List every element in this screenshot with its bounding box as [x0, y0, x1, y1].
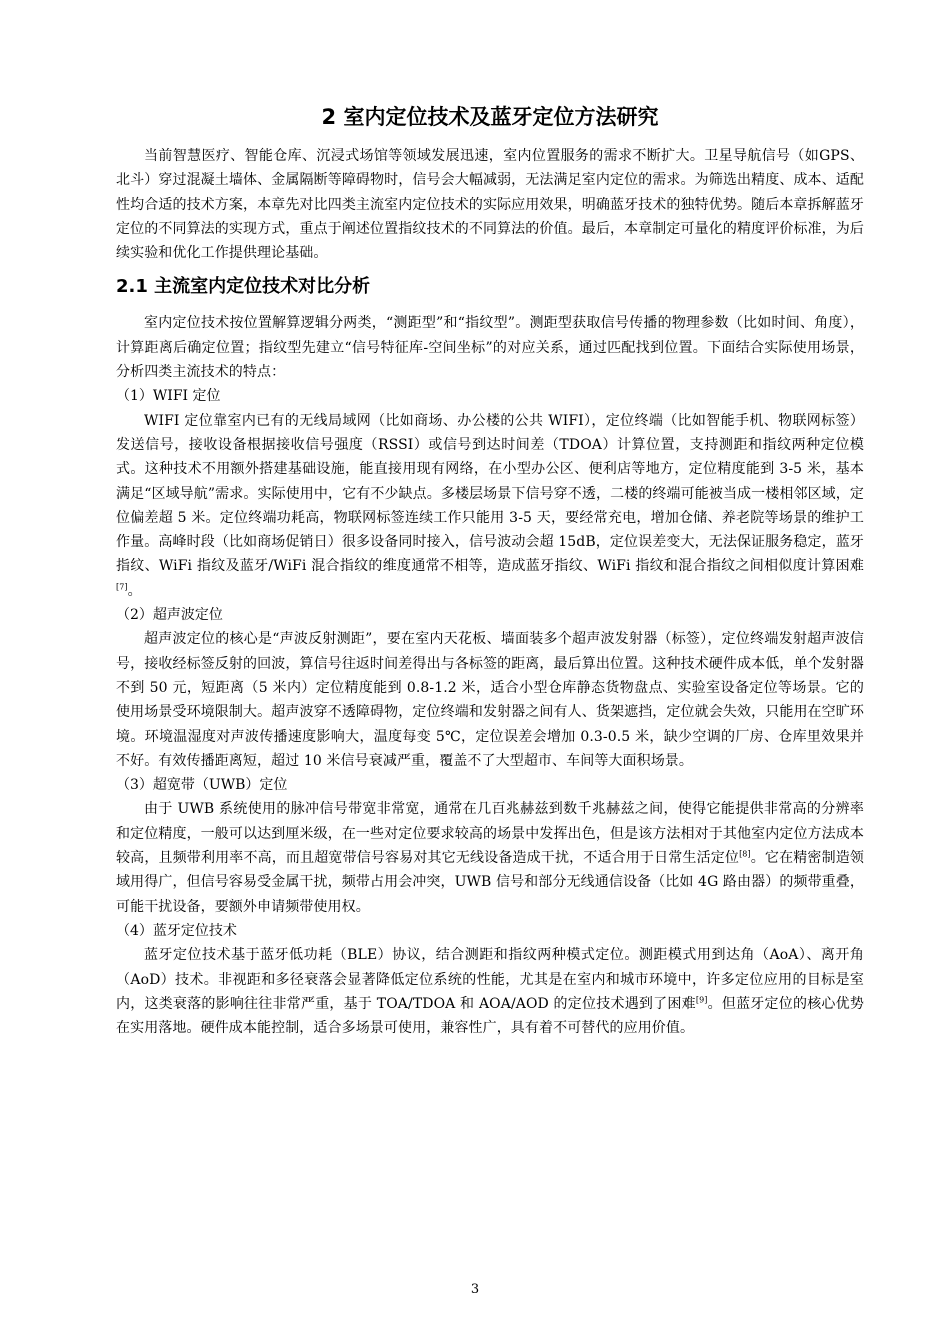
bluetooth-paragraph [116, 943, 864, 1040]
uwb-paragraph [116, 797, 864, 918]
chapter-intro-paragraph: 当前智慧医疗、智能仓库、沉浸式场馆等领域发展迅速，室内位置服务的需求不断扩大。卫星导航信号（如GPS、北斗）穿过混凝土墙体、金属隔断等障碍物时，信号会大幅减弱，无法满足室内定位的需求。为筛选出精度、成本、适配性均合适的技术方案，本章先对比四类主流室内定位技术的实际应用效果，明确蓝牙技术的独特优势。随后本章拆解蓝牙定位的不同算法的实现方式，重点于阐述位置指纹技术的不同算法的价值。最后，本章制定可量化的精度评价标准，为后续实验和优化工作提供理论基础。 [116, 148, 864, 262]
citation-7: [7] [116, 582, 128, 592]
uwb-heading: （3）超宽带（UWB）定位 [116, 777, 288, 794]
page-content [116, 100, 864, 1040]
bluetooth-text-1: 蓝牙定位技术基于蓝牙低功耗（BLE）协议，结合测距和指纹两种模式定位。测距模式用到达角（AoA）、离开角（AoD）技术。非视距和多径衰落会显著降低定位系统的性能，尤其是在室内和城市环境中，许多定位应用的目标是室内，这类衰落的影响往往非常严重，基于 TOA/TDOA 和 AOA/AOD 的定位技术遇到了困难 [116, 947, 864, 1012]
page-number: 3 [470, 1282, 480, 1297]
uwb-text-2: 。它在精密制造领域用得广，但信号容易受金属干扰，频带占用会冲突，UWB 信号和部分无线通信设备（比如 4G 路由器）的频带重叠，可能干扰设备，要额外申请频带使用权。 [116, 850, 864, 915]
ultrasonic-paragraph: 超声波定位的核心是“声波反射测距”，要在室内天花板、墙面装多个超声波发射器（标签），定位终端发射超声波信号，接收经标签反射的回波，算信号往返时间差得出与各标签的距离，最后算出位置。这种技术硬件成本低，单个发射器不到 50 元，短距离（5 米内）定位精度能到 0.8-1.2 米，适合小型仓库静态货物盘点、实验室设备定位等场景。它的使用场景受环境限制大。超声波穿不透障碍物，定位终端和发射器之间有人、货架遮挡，定位就会失效，只能用在空旷环境。环境温湿度对声波传播速度影响大，温度每变 5℃，定位误差会增加 0.3-0.5 米，缺少空调的厂房、仓库里效果并不好。有效传播距离短，超过 10 米信号衰减严重，覆盖不了大型超市、车间等大面积场景。 [116, 631, 864, 769]
section-title: 2.1 主流室内定位技术对比分析 [116, 276, 371, 298]
wifi-heading: （1）WIFI 定位 [116, 388, 221, 405]
wifi-text-end: 。 [127, 582, 142, 599]
citation-8: [8] [739, 849, 751, 859]
ultrasonic-heading: （2）超声波定位 [116, 607, 223, 624]
uwb-text-1: 由于 UWB 系统使用的脉冲信号带宽非常宽，通常在几百兆赫兹到数千兆赫兹之间，使得它能提供非常高的分辨率和定位精度，一般可以达到厘米级，在一些对定位要求较高的场景中发挥出色，但是该方法相对于其他室内定位方法成本较高，且频带利用率不高，而且超宽带信号容易对其它无线设备造成干扰，不适合用于日常生活定位 [116, 801, 864, 867]
citation-9: [9] [695, 995, 708, 1005]
bluetooth-text-2: 。但蓝牙定位的核心优势在实用落地。硬件成本能控制，适合多场景可使用，兼容性广，具有着不可替代的应用价值。 [116, 995, 864, 1037]
chapter-title: 2 室内定位技术及蓝牙定位方法研究 [321, 105, 659, 129]
wifi-paragraph [116, 409, 864, 603]
section-intro-paragraph: 室内定位技术按位置解算逻辑分两类，“测距型”和“指纹型”。测距型获取信号传播的物理参数（比如时间、角度），计算距离后确定位置；指纹型先建立“信号特征库-空间坐标”的对应关系，通过匹配找到位置。下面结合实际使用场景，分析四类主流技术的特点： [116, 315, 864, 381]
bluetooth-heading: （4）蓝牙定位技术 [116, 922, 237, 939]
wifi-text: WIFI 定位靠室内已有的无线局域网（比如商场、办公楼的公共 WIFI），定位终端（比如智能手机、物联网标签）发送信号，接收设备根据接收信号强度（RSSI）或信号到达时间差（TDOA）计算位置，支持测距和指纹两种定位模式。这种技术不用额外搭建基础设施，能直接用现有网络，在小型办公区、便利店等地方，定位精度能到 3-5 米，基本满足“区域导航”需求。实际使用中，它有不少缺点。多楼层场景下信号穿不透，二楼的终端可能被当成一楼相邻区域，定位偏差超 5 米。定位终端功耗高，物联网标签连续工作只能用 3-5 天，要经常充电，增加仓储、养老院等场景的维护工作量。高峰时段（比如商场促销日）很多设备同时接入，信号波动会超 15dB，定位误差变大，无法保证服务稳定，蓝牙指纹、WiFi 指纹及蓝牙/WiFi 混合指纹的维度通常不相等，造成蓝牙指纹、WiFi 指纹和混合指纹之间相似度计算困难 [116, 412, 864, 575]
